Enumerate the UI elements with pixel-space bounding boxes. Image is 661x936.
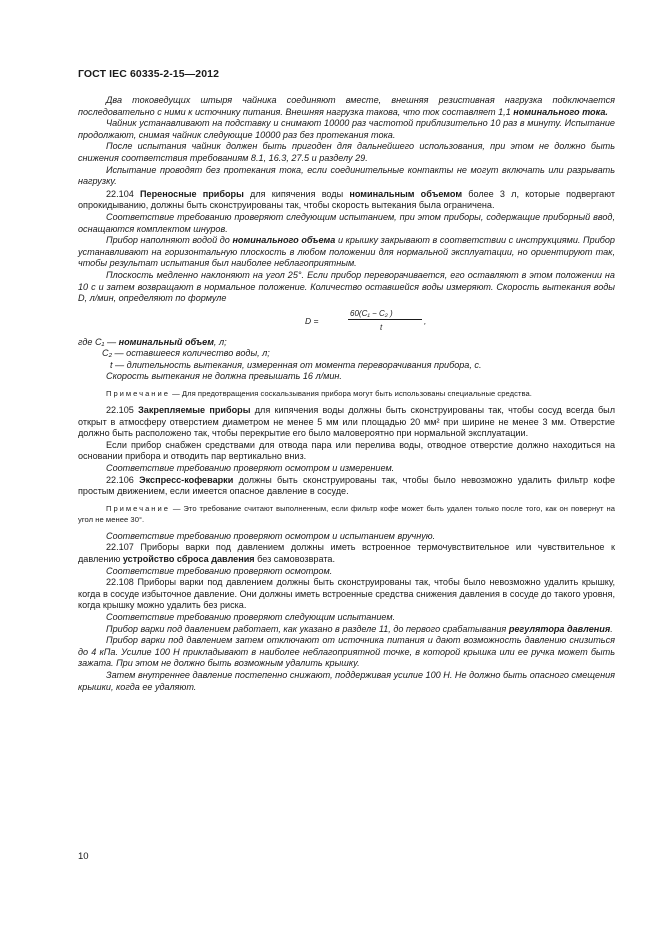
paragraph: Соответствие требованию проверяют осмотром и испытанием вручную. — [106, 530, 436, 541]
formula-denominator: t — [380, 322, 383, 332]
where-c1: где C₁ — номинальный объем, л; — [78, 336, 227, 347]
page-number: 10 — [78, 851, 89, 862]
rate-formula — [78, 307, 615, 337]
paragraph: Прибор варки под давлением затем отключают от источника питания и дают возможность давлению снизиться до 4 кПа. Усилие 100 Н прикладывают в наиболее неблагоприятной точке, в которой крышка или ее ручка может быть зажата. При этом не должно быть возможным удалить крышку. — [78, 635, 615, 669]
section-22-104: 22.104 Переносные приборы для кипячения воды номинальным объемом более 3 л, которые подвергают опрокидыванию, должны быть сконструированы так, чтобы скорость вытекания была ограничена. — [78, 188, 616, 211]
paragraph: Затем внутреннее давление постепенно снижают, поддерживая усилие 100 Н. Не должно быть опасного смещения крышки, когда ее удаляют. — [78, 669, 615, 692]
paragraph: Если прибор снабжен средствами для отвода пара или перелива воды, отводное отверстие должно находиться на основании прибора и отводить пар вертикально вниз. — [78, 439, 615, 462]
paragraph: Скорость вытекания не должна превышать 16 л/мин. — [106, 371, 342, 382]
formula-comma: , — [424, 315, 427, 326]
paragraph: После испытания чайник должен быть пригоден для дальнейшего использования, при этом не должно быть снижения соответствия требованиям 8.1, 16.3, 27.5 и разделу 29. — [78, 141, 615, 163]
paragraph: Плоскость медленно наклоняют на угол 25°. Если прибор переворачивается, его оставляют в этом положении на 10 с и затем возвращают в нормальное положение. Количество оставшейся воды измеряют. Скорость вытекания воды D, л/мин, определяют по формуле — [78, 269, 615, 304]
document-body — [78, 95, 615, 693]
where-t: t — длительность вытекания, измеренная от момента переворачивания прибора, с. — [110, 359, 482, 370]
paragraph: Соответствие требованию проверяют осмотром. — [106, 565, 333, 576]
where-c2: C₂ — оставшееся количество воды, л; — [102, 348, 270, 359]
fraction-bar — [348, 319, 422, 320]
paragraph: Испытание проводят без протекания тока, если соединительные контакты не могут включать или разрывать нагрузку. — [78, 164, 615, 187]
section-22-108: 22.108 Приборы варки под давлением должны быть сконструированы так, чтобы было невозможно удалить крышку, когда в сосуде избыточное давление. Они должны иметь встроенные средства снижения давления в сосуде до такого уровня, когда крышку можно удалить без риска. — [78, 577, 616, 611]
note: Примечание — Для предотвращения соскальзывания прибора могут быть использованы специальные средства. — [106, 389, 532, 399]
section-22-105: 22.105 Закрепляемые приборы для кипячения воды должны быть сконструированы так, чтобы сосуд всегда был открыт в атмосферу отверстием диаметром не менее 5 мм или площадью 20 мм² при ширине не менее 3 мм. Отверстие должно быть расположено так, чтобы перекрытие его было маловероятно при нормальной эксплуатации. — [78, 405, 616, 439]
paragraph: Соответствие требованию проверяют следующим испытанием. — [106, 611, 396, 622]
section-22-107: 22.107 Приборы варки под давлением должны иметь встроенное термочувствительное или чувствительное к давлению устройство сброса давления без самовозврата. — [78, 542, 615, 564]
paragraph: Соответствие требованию проверяют осмотром и измерением. — [106, 463, 395, 474]
paragraph: Чайник устанавливают на подставку и снимают 10000 раз частотой приблизительно 10 раз в минуту. Испытание продолжают, снимая чайник следующие 10000 раз без протекания тока. — [78, 118, 615, 140]
formula-lhs: D = — [305, 315, 319, 326]
paragraph: Два токоведущих штыря чайника соединяют вместе, внешняя резистивная нагрузка подключается последовательно с ними к источнику питания. Внешняя нагрузка такова, что ток составляет 1,1 номинального тока. — [78, 95, 615, 117]
note: Примечание — Это требование считают выполненным, если фильтр кофе может быть удален только после того, как он повернут на угол не менее 30°. — [78, 503, 615, 524]
paragraph: Соответствие требованию проверяют следующим испытанием, при этом приборы, содержащие приборный ввод, оснащаются комплектом шнуров. — [78, 211, 615, 234]
formula-numerator: 60(C₁ − C₂ ) — [350, 308, 393, 318]
paragraph: Прибор варки под давлением работает, как указано в разделе 11, до первого срабатывания регулятора давления. — [106, 623, 613, 634]
paragraph: Прибор наполняют водой до номинального объема и крышку закрывают в соответствии с инструкциями. Прибор устанавливают на горизонтальную плоскость в любом положении для нормальной эксплуатации, но ориентируют так, чтобы результат испытания был наиболее неблагоприятным. — [78, 235, 615, 269]
section-22-106: 22.106 Экспресс-кофеварки должны быть сконструированы так, чтобы было невозможно удалить фильтр кофе простым движением, если имеется опасное давление в сосуде. — [78, 474, 616, 497]
document-header: ГОСТ IEC 60335-2-15—2012 — [78, 68, 220, 80]
